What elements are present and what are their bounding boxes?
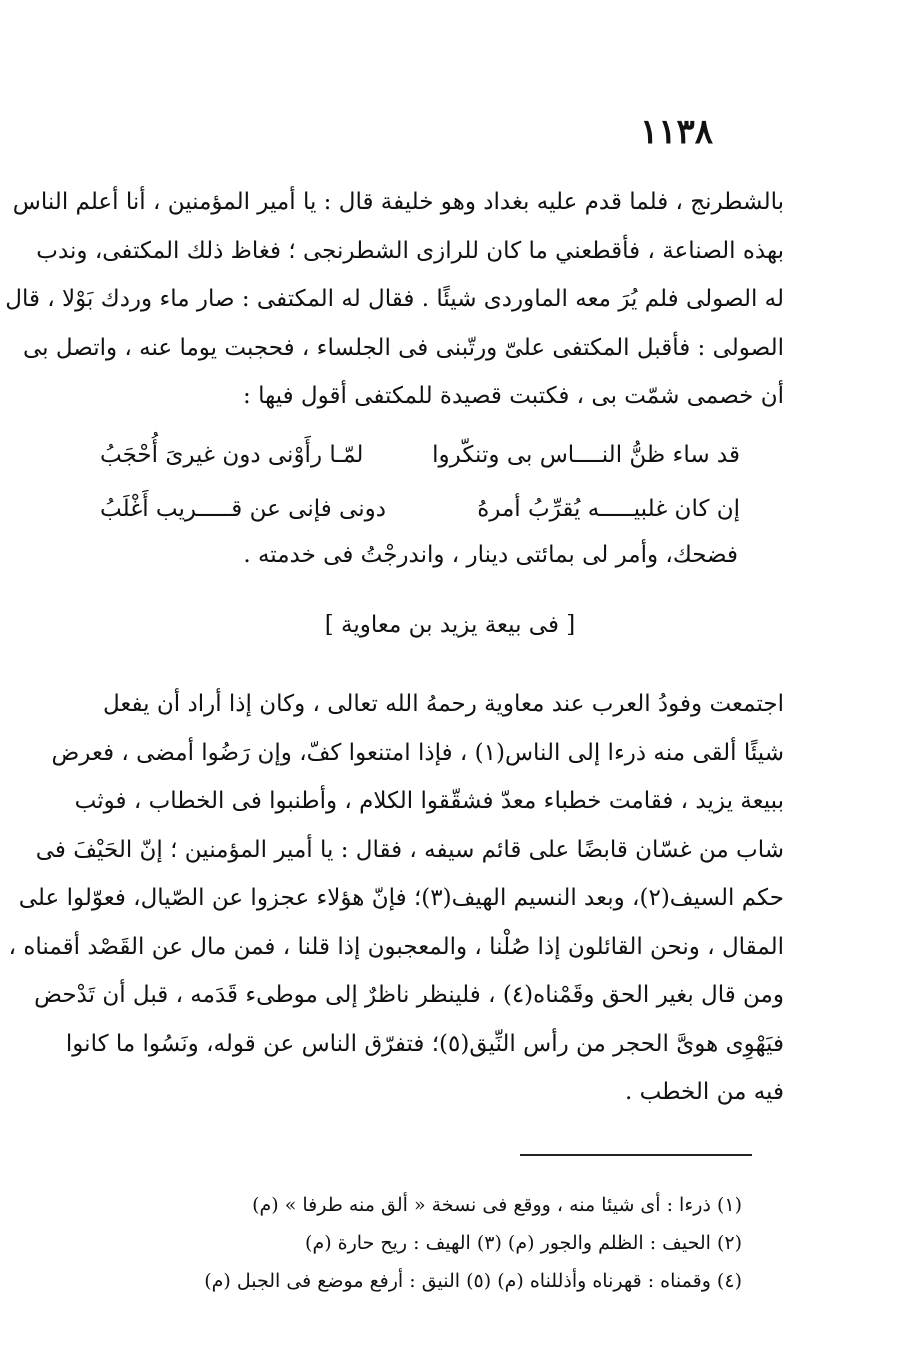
text-line: بهذه الصناعة ، فأقطعني ما كان للرازى الشطرنجى ؛ فغاظ ذلك المكتفى، وندب xyxy=(36,237,784,264)
after-poem-line: فضحك، وأمر لى بمائتى دينار ، واندرجْتُ فى خدمته . xyxy=(243,542,738,568)
text-line: له الصولى فلم يُرَ معه الماوردى شيئًا . فقال له المكتفى : صار ماء وردك بَوْلا ، قال xyxy=(5,286,784,312)
text-line: المقال ، ونحن القائلون إذا صُلْنا ، والمعجبون إذا قلنا ، فمن مال عن القَصْد أقمناه ، xyxy=(8,933,784,960)
text-line: أن خصمى شمّت بى ، فكتبت قصيدة للمكتفى أقول فيها : xyxy=(243,383,784,409)
poem-verse xyxy=(100,428,740,482)
poem-verse xyxy=(100,482,740,536)
text-line: شاب من غسّان قابضًا على قائم سيفه ، فقال : يا أمير المؤمنين ؛ إنّ الحَيْفَ فى xyxy=(35,836,784,863)
page-number: ١١٣٨ xyxy=(640,112,714,152)
poem xyxy=(100,428,740,536)
text-line: الصولى : فأقبل المكتفى علىّ ورتّبنى فى الجلساء ، فحجبت يوما عنه ، واتصل بى xyxy=(22,334,784,361)
text-line: ببيعة يزيد ، فقامت خطباء معدّ فشقّقوا الكلام ، وأطنبوا فى الخطاب ، فوثب xyxy=(74,788,784,814)
text-line: ومن قال بغير الحق وقَمْناه(٤) ، فلينظر ناظرٌ إلى موطىء قَدَمه ، قبل أن تَدْحض xyxy=(34,982,784,1008)
footnote-line: (٢) الحيف : الظلم والجور (م) (٣) الهيف : ريح حارة (م) xyxy=(305,1232,742,1254)
text-line: شيئًا ألقى منه ذرءا إلى الناس(١) ، فإذا امتنعوا كفّ، وإن رَضُوا أمضى ، فعرض xyxy=(51,739,784,766)
text-line: فيه من الخطب . xyxy=(624,1079,784,1105)
paragraph-1 xyxy=(5,178,784,421)
text-line: بالشطرنج ، فلما قدم عليه بغداد وهو خليفة قال : يا أمير المؤمنين ، أنا أعلم الناس xyxy=(12,189,784,215)
verse-second-hemistich: لمّـا رأَوْنى دون غيرىَ أُحْجَبُ xyxy=(100,442,364,468)
verse-first-hemistich: إن كان غلبيـــــه يُقرِّبُ أمرهُ xyxy=(477,496,740,522)
footnote-line: (٤) وقمناه : قهرناه وأذللناه (م) (٥) النيق : أرفع موضع فى الجبل (م) xyxy=(204,1270,742,1292)
text-line: حكم السيف(٢)، وبعد النسيم الهيف(٣)؛ فإنّ هؤلاء عجزوا عن الصّيال، فعوّلوا على xyxy=(18,885,784,911)
paragraph-2 xyxy=(8,680,784,1117)
text-line: اجتمعت وفودُ العرب عند معاوية رحمهُ الله تعالى ، وكان إذا أراد أن يفعل xyxy=(103,691,784,717)
section-heading: [ فى بيعة يزيد بن معاوية ] xyxy=(324,612,576,638)
verse-first-hemistich: قد ساء ظنُّ النــــاس بى وتنكّروا xyxy=(432,442,740,468)
text-line: فيَهْوِى هوىَّ الحجر من رأس النِّيق(٥)؛ فتفرّق الناس عن قوله، ونَسُوا ما كانوا xyxy=(65,1030,784,1057)
footnote-separator xyxy=(520,1154,752,1156)
verse-second-hemistich: دونى فإنى عن قـــــريب أَغْلَبُ xyxy=(100,496,386,522)
footnote-line: (١) ذرءا : أى شيئا منه ، ووقع فى نسخة « ألق منه طرفا » (م) xyxy=(252,1194,742,1216)
footnotes xyxy=(120,1186,742,1300)
